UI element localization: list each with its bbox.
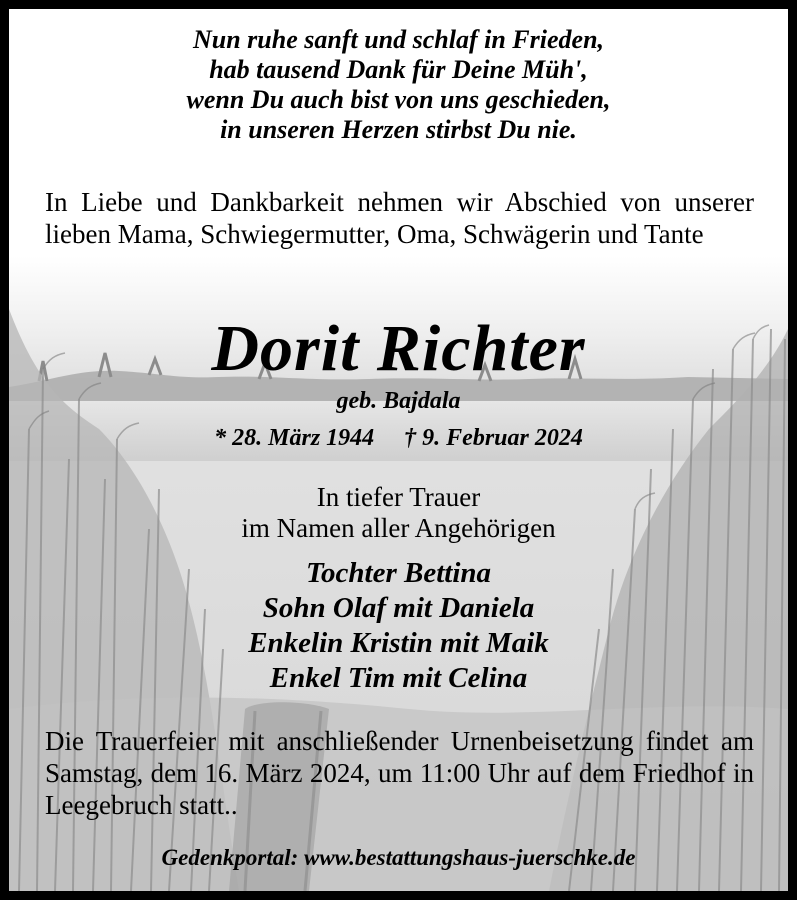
deceased-name: Dorit Richter <box>211 312 586 385</box>
funeral-service-details: Die Trauerfeier mit anschließender Urnenbeisetzung findet am Samstag, dem 16. März 2024, um 11:00 Uhr auf dem Friedhof in Leegebruch statt.. <box>45 726 754 820</box>
obituary-card <box>9 9 788 891</box>
mourning-line-2: im Namen aller Angehörigen <box>241 513 556 543</box>
memorial-portal-link[interactable]: Gedenkportal: www.bestattungshaus-juerschke.de <box>161 845 636 870</box>
poem-line-4: in unseren Herzen stirbst Du nie. <box>220 115 577 144</box>
family-member: Enkel Tim mit Celina <box>269 662 528 694</box>
memorial-poem <box>9 25 788 145</box>
family-member: Tochter Bettina <box>305 557 492 589</box>
birth-name: geb. Bajdala <box>336 388 461 414</box>
text-layer <box>9 9 788 891</box>
mourning-line-1: In tiefer Trauer <box>316 482 481 512</box>
death-date: † 9. Februar 2024 <box>404 425 583 451</box>
poem-line-2: hab tausend Dank für Deine Müh', <box>209 55 588 84</box>
family-list <box>9 556 788 696</box>
mourning-statement <box>9 482 788 544</box>
poem-line-1: Nun ruhe sanft und schlaf in Frieden, <box>192 25 605 54</box>
family-member: Enkelin Kristin mit Maik <box>248 627 549 659</box>
poem-line-3: wenn Du auch bist von uns geschieden, <box>186 85 611 114</box>
birth-date: * 28. März 1944 <box>214 425 375 451</box>
family-member: Sohn Olaf mit Daniela <box>262 592 535 624</box>
life-dates <box>9 423 788 453</box>
farewell-intro-text: In Liebe und Dankbarkeit nehmen wir Abschied von unserer lieben Mama, Schwiegermutter, Oma, Schwägerin und Tante <box>45 187 754 249</box>
